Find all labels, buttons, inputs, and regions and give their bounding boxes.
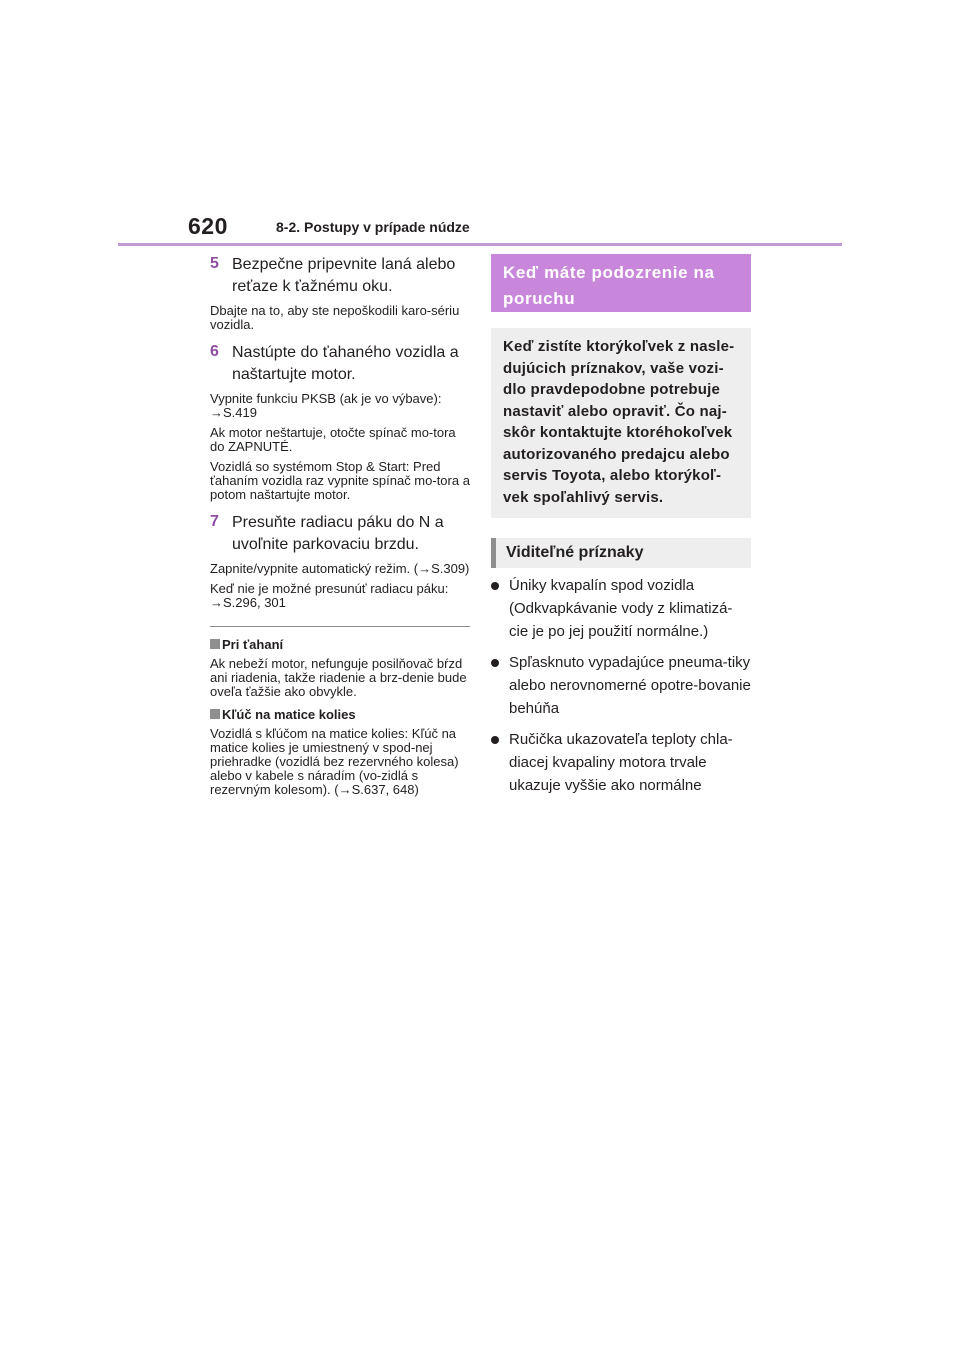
step-note: Vypnite funkciu PKSB (ak je vo výbave): →S.419 bbox=[210, 391, 442, 420]
right-column bbox=[491, 254, 751, 805]
info-title: Pri ťahaní bbox=[222, 637, 284, 652]
info-towing bbox=[210, 637, 470, 699]
section-divider bbox=[210, 626, 470, 627]
list-item bbox=[491, 728, 751, 797]
step-number: 7 bbox=[210, 513, 219, 530]
step-number: 6 bbox=[210, 343, 219, 360]
info-title: Kľúč na matice kolies bbox=[222, 707, 356, 722]
step-text: Bezpečne pripevnite laná alebo reťaze k ťažnému oku. bbox=[232, 256, 456, 295]
bullet-icon bbox=[491, 728, 509, 797]
symptom-list bbox=[491, 574, 751, 797]
square-bullet-icon bbox=[210, 639, 220, 649]
step-note: Vozidlá so systémom Stop & Start: Pred ťahaním vozidla raz vypnite spínač mo-tora a potom naštartujte motor. bbox=[210, 459, 470, 502]
section-title: 8-2. Postupy v prípade núdze bbox=[276, 219, 470, 235]
step-note: Ak motor neštartuje, otočte spínač mo-tora do ZAPNUTÉ. bbox=[210, 425, 456, 454]
left-column bbox=[210, 254, 470, 797]
list-item-text: Spľasknuto vypadajúce pneuma-tiky alebo nerovnomerné opotre-bovanie behúňa bbox=[509, 654, 751, 717]
list-item bbox=[491, 651, 751, 720]
info-body: Vozidlá s kľúčom na matice kolies: Kľúč na matice kolies je umiestnený v spod-nej priehradke (vozidlá bez rezervného kolesa) alebo v kabele s náradím (vo-zidlá s rezervným kolesom). (→S.637, 648) bbox=[210, 726, 459, 797]
topic-title: Keď máte podozrenie na poruchu bbox=[491, 254, 751, 312]
list-item-text: Úniky kvapalín spod vozidla (Odkvapkávanie vody z klimatizá-cie je po jej použití normálne.) bbox=[509, 577, 733, 640]
square-bullet-icon bbox=[210, 709, 220, 719]
list-item bbox=[491, 574, 751, 643]
header-divider bbox=[118, 243, 842, 246]
step-5 bbox=[210, 254, 470, 332]
info-wheel-wrench bbox=[210, 707, 470, 797]
step-note: Dbajte na to, aby ste nepoškodili karo-sériu vozidla. bbox=[210, 303, 460, 332]
step-text: Nastúpte do ťahaného vozidla a naštartujte motor. bbox=[232, 344, 459, 383]
step-note: Keď nie je možné presunúť radiacu páku: →S.296, 301 bbox=[210, 581, 449, 610]
bullet-icon bbox=[491, 651, 509, 720]
step-6 bbox=[210, 342, 470, 502]
intro-box: Keď zistíte ktorýkoľvek z nasle-dujúcich príznakov, vaše vozi-dlo pravdepodobne potrebuje nastaviť alebo opraviť. Čo naj-skôr kontaktujte ktoréhokoľvek autorizovaného predajcu alebo servis Toyota, alebo ktorýkoľ-vek spoľahlivý servis. bbox=[491, 328, 751, 518]
list-item-text: Ručička ukazovateľa teploty chla-diacej kvapaliny motora trvale ukazuje vyššie ako normálne bbox=[509, 731, 733, 794]
step-note: Zapnite/vypnite automatický režim. (→S.309) bbox=[210, 561, 470, 576]
info-body: Ak nebeží motor, nefunguje posilňovač bŕzd ani riadenia, takže riadenie a brz-denie bude oveľa ťažšie ako obvykle. bbox=[210, 656, 467, 699]
page-number: 620 bbox=[188, 213, 228, 239]
subsection-heading: Viditeľné príznaky bbox=[491, 538, 751, 568]
bullet-icon bbox=[491, 574, 509, 643]
step-text: Presuňte radiacu páku do N a uvoľnite parkovaciu brzdu. bbox=[232, 514, 444, 553]
step-7 bbox=[210, 512, 470, 610]
step-number: 5 bbox=[210, 255, 219, 272]
